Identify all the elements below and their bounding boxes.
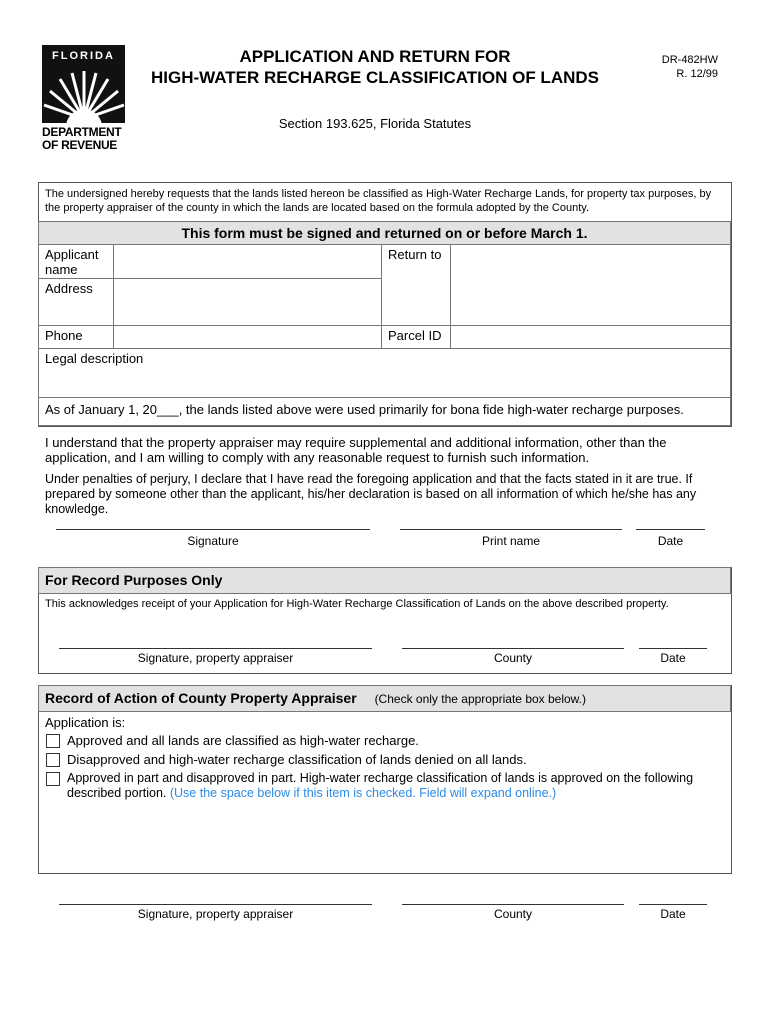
applicant-name-field[interactable] — [113, 244, 382, 279]
florida-dor-logo — [42, 45, 125, 123]
address-field[interactable] — [113, 278, 382, 326]
record-date-line[interactable] — [639, 648, 707, 649]
record-signature-line[interactable] — [59, 648, 372, 649]
statute-reference: Section 193.625, Florida Statutes — [278, 116, 472, 131]
action-county-label: County — [493, 907, 533, 921]
form-revision: R. 12/99 — [676, 68, 718, 80]
action-date-label: Date — [660, 907, 686, 921]
action-section-header — [38, 685, 731, 712]
disapproved-checkbox[interactable] — [46, 753, 60, 767]
perjury-statement: Under penalties of perjury, I declare that I have read the foregoing application and that the facts stated in it are true. If prepared by someone other than the applicant, his/her declaration is based on all information of which he/she has any knowledge. — [45, 472, 697, 516]
intro-text: The undersigned hereby requests that the lands listed hereon be classified as High-Water Recharge Lands, for property tax purposes, by the property appraiser of the county in which the lands are located based on the formula adopted by the County. — [45, 188, 712, 214]
action-date-line[interactable] — [639, 904, 707, 905]
action-county-line[interactable] — [402, 904, 624, 905]
described-portion-field[interactable] — [45, 805, 725, 867]
phone-label: Phone — [38, 325, 114, 349]
deadline-banner: This form must be signed and returned on or before March 1. — [38, 221, 731, 245]
parcel-id-label: Parcel ID — [381, 325, 451, 349]
return-to-field[interactable] — [450, 244, 731, 326]
form-title-line-1: APPLICATION AND RETURN FOR — [239, 47, 511, 66]
record-section-title: For Record Purposes Only — [38, 567, 731, 594]
logo-text: FLORIDA — [52, 50, 115, 62]
signature-line[interactable] — [56, 529, 370, 530]
address-label: Address — [38, 278, 114, 326]
action-signature-line[interactable] — [59, 904, 372, 905]
record-county-label: County — [493, 651, 533, 665]
parcel-id-field[interactable] — [450, 325, 731, 349]
disapproved-option-label: Disapproved and high-water recharge classification of lands denied on all lands. — [67, 752, 527, 767]
signature-label: Signature — [187, 534, 239, 548]
return-to-label: Return to — [381, 244, 451, 326]
form-title-line-2: HIGH-WATER RECHARGE CLASSIFICATION OF LANDS — [151, 68, 599, 87]
record-acknowledgement: This acknowledges receipt of your Application for High-Water Recharge Classification of Lands on the above described property. — [45, 598, 669, 610]
partial-approval-note: (Use the space below if this item is checked. Field will expand online.) — [169, 786, 557, 800]
action-signature-label: Signature, property appraiser — [137, 907, 294, 921]
record-date-label: Date — [660, 651, 686, 665]
action-section-note: (Check only the appropriate box below.) — [374, 692, 587, 706]
application-is-label: Application is: — [45, 715, 126, 730]
print-name-line[interactable] — [400, 529, 622, 530]
sunburst-icon — [42, 45, 125, 123]
legal-description-field[interactable]: Legal description — [38, 348, 731, 398]
record-county-line[interactable] — [402, 648, 624, 649]
record-signature-label: Signature, property appraiser — [137, 651, 294, 665]
department-name: DEPARTMENT OF REVENUE — [42, 125, 122, 152]
as-of-statement: As of January 1, 20___, the lands listed above were used primarily for bona fide high-water recharge purposes. — [38, 397, 731, 426]
approved-checkbox[interactable] — [46, 734, 60, 748]
phone-field[interactable] — [113, 325, 382, 349]
action-section-title: Record of Action of County Property Appraiser — [45, 690, 357, 706]
date-label: Date — [657, 534, 684, 548]
partial-approval-option-label-2: described portion. (Use the space below if this item is checked. Field will expand online.) — [67, 786, 557, 800]
applicant-name-label: Applicant name — [38, 244, 114, 279]
form-number: DR-482HW — [661, 54, 718, 66]
print-name-label: Print name — [481, 534, 541, 548]
partial-approval-option-label: Approved in part and disapproved in part. High-water recharge classification of lands is approved on the following — [67, 771, 694, 785]
date-line[interactable] — [636, 529, 705, 530]
partial-approval-checkbox[interactable] — [46, 772, 60, 786]
supplemental-info-statement: I understand that the property appraiser may require supplemental and additional information, other than the application, and I am willing to comply with any reasonable request to furnish such information. — [45, 435, 667, 465]
approved-option-label: Approved and all lands are classified as high-water recharge. — [67, 733, 419, 748]
